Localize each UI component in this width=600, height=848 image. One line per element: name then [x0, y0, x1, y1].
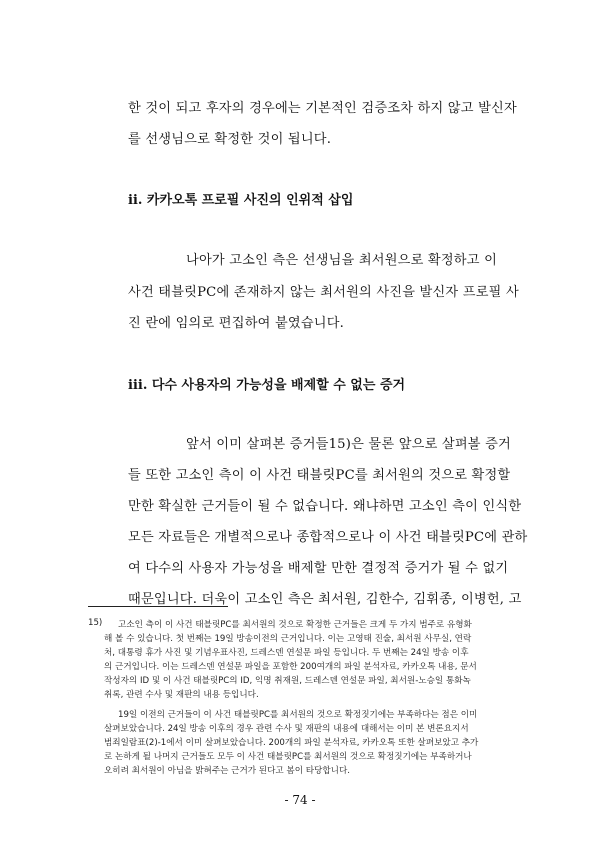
footnote-line: 해 볼 수 있습니다. 첫 번째는 19일 방송이전의 근거입니다. 이는 고영태 진술, 최서원 사무실, 연락 [104, 634, 472, 644]
body-line: 여 다수의 사용자 가능성을 배제할 만한 결정적 증거가 될 수 없기 [128, 561, 509, 576]
body-line: 앞서 이미 살펴본 증거들15)은 물론 앞으로 살펴볼 증거 [186, 437, 511, 452]
footnote-line: 고소인 측이 이 사건 태블릿PC를 최서원의 것으로 확정한 근거들은 크게 두 가지 범주로 유형화 [118, 620, 472, 630]
body-line: 모든 자료들은 개별적으로나 종합적으로나 이 사건 태블릿PC에 관하 [128, 530, 528, 545]
footnote-line: 로 논하게 될 나머지 근거들도 모두 이 사건 태블릿PC를 최서원의 것으로 확정짓기에는 부족하거나 [104, 752, 472, 762]
footnote-number: 15) [88, 618, 103, 628]
body-line: 나아가 고소인 측은 선생님을 최서원으로 확정하고 이 [186, 253, 498, 268]
footnote-line: 취록, 관련 수사 및 재판의 내용 등입니다. [104, 690, 259, 700]
body-line: 들 또한 고소인 측이 이 사건 태블릿PC를 최서원의 것으로 확정할 [128, 468, 511, 483]
footnote-line: 범죄일람표(2)-1에서 이미 살펴보았습니다. 200개의 파일 분석자료, 카카오톡 또한 살펴보았고 추가 [104, 738, 479, 748]
section-heading: ⅱ. 카카오톡 프로필 사진의 인위적 삽입 [128, 193, 354, 208]
body-line: 를 선생님으로 확정한 것이 됩니다. [128, 132, 332, 147]
footnote-line: 19일 이전의 근거들이 이 사건 태블릿PC를 최서원의 것으로 확정짓기에는 부족하다는 점은 이미 [118, 710, 478, 720]
body-line: 때문입니다. 더욱이 고소인 측은 최서원, 김한수, 김휘종, 이병헌, 고 [128, 592, 522, 607]
body-line: 만한 확실한 근거들이 될 수 없습니다. 왜냐하면 고소인 측이 인식한 [128, 499, 522, 514]
footnote-line: 살펴보았습니다. 24일 방송 이후의 경우 관련 수사 및 재판의 내용에 대해서는 이미 본 변론요지서 [104, 724, 469, 734]
footnote-line: 처, 대통령 휴가 사진 및 기념우표사진, 드레스덴 연설문 파일 등입니다. 두 번째는 24일 방송 이후 [104, 648, 469, 658]
body-line: 진 란에 임의로 편집하여 붙였습니다. [128, 316, 345, 331]
body-line: 한 것이 되고 후자의 경우에는 기본적인 검증조차 하지 않고 발신자 [128, 101, 517, 116]
footnote-line: 작성자의 ID 및 이 사건 태블릿PC의 ID, 익명 취재원, 드레스덴 연설문 파일, 최서원-노승일 통화녹 [104, 676, 471, 686]
footnote-line: 의 근거입니다. 이는 드레스덴 연설문 파일을 포함한 200여개의 파일 분석자료, 카카오톡 내용, 문서 [104, 662, 477, 672]
footnote-line: 오히려 최서원이 아님을 밝혀주는 근거가 된다고 봄이 타당합니다. [104, 766, 350, 776]
body-line: 사건 태블릿PC에 존재하지 않는 최서원의 사진을 발신자 프로필 사 [128, 285, 519, 300]
page-number: - 74 - [284, 793, 316, 807]
section-heading: ⅲ. 다수 사용자의 가능성을 배제할 수 없는 증거 [128, 378, 406, 393]
footnote-divider [88, 606, 228, 607]
